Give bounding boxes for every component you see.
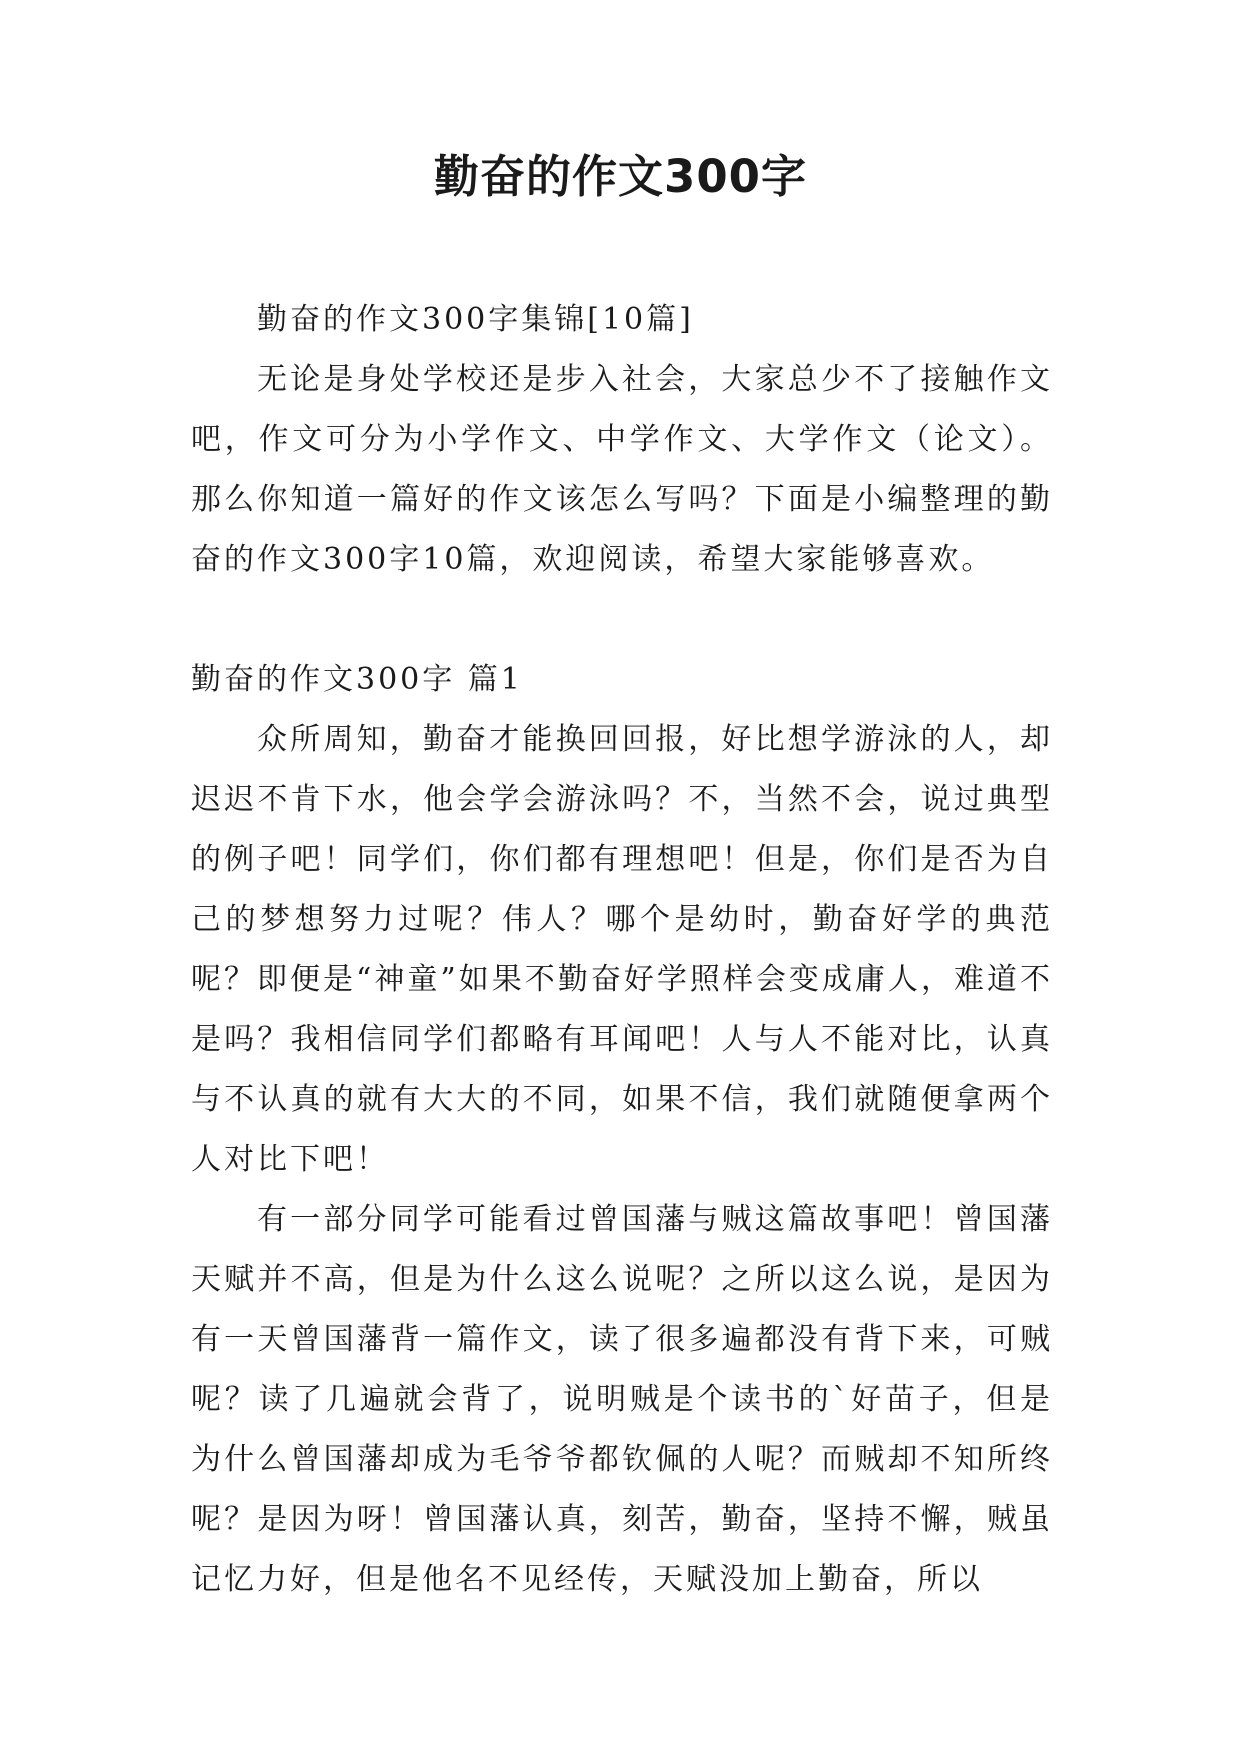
document-body [191,290,1053,1610]
section-heading: 勤奋的作文300字 篇1 [191,662,523,697]
document-subtitle: 勤奋的作文300字集锦[10篇] [257,302,694,337]
body-paragraph: 众所周知，勤奋才能换回回报，好比想学游泳的人，却迟迟不肯下水，他会学会游泳吗？不，当然不会，说过典型的例子吧！同学们，你们都有理想吧！但是，你们是否为自己的梦想努力过呢？伟人？哪个是幼时，勤奋好学的典范呢？即便是“神童”如果不勤奋好学照样会变成庸人，难道不是吗？我相信同学们都略有耳闻吧！人与人不能对比，认真与不认真的就有大大的不同，如果不信，我们就随便拿两个人对比下吧！ [191,722,1053,1177]
body-paragraph: 有一部分同学可能看过曾国藩与贼这篇故事吧！曾国藩天赋并不高，但是为什么这么说呢？之所以这么说，是因为有一天曾国藩背一篇作文，读了很多遍都没有背下来，可贼呢？读了几遍就会背了，说明贼是个读书的`好苗子，但是为什么曾国藩却成为毛爷爷都钦佩的人呢？而贼却不知所终呢？是因为呀！曾国藩认真，刻苦，勤奋，坚持不懈，贼虽记忆力好，但是他名不见经传，天赋没加上勤奋，所以 [191,1202,1053,1597]
document-title: 勤奋的作文300字 [434,150,807,203]
intro-paragraph: 无论是身处学校还是步入社会，大家总少不了接触作文吧，作文可分为小学作文、中学作文、大学作文（论文）。那么你知道一篇好的作文该怎么写吗？下面是小编整理的勤奋的作文300字10篇，欢迎阅读，希望大家能够喜欢。 [191,362,1053,577]
